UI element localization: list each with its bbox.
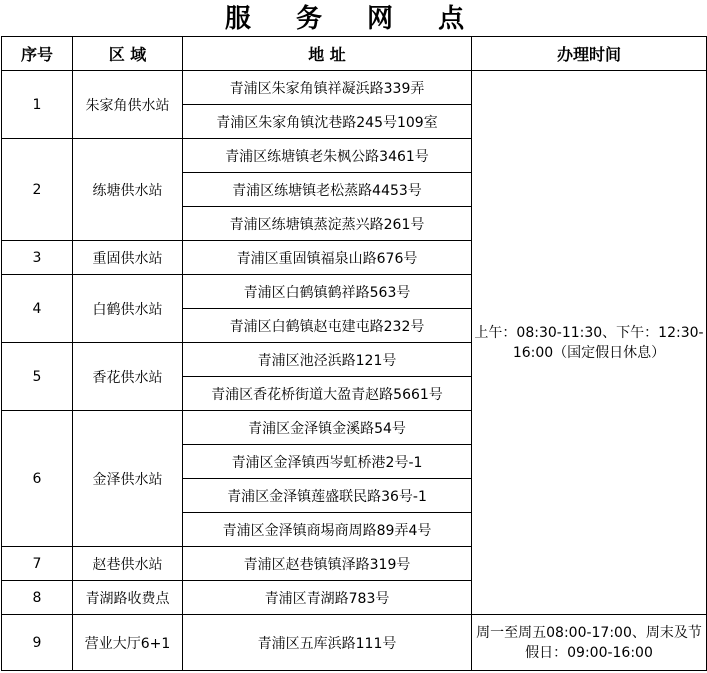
station-address: 青浦区练塘镇老松蒸路4453号	[183, 173, 472, 207]
table-row	[2, 615, 707, 671]
service-points-table	[1, 36, 707, 671]
header-row	[2, 37, 707, 71]
station-name: 练塘供水站	[73, 139, 183, 241]
station-address: 青浦区练塘镇蒸淀蒸兴路261号	[183, 207, 472, 241]
station-address: 青浦区香花桥街道大盈青赵路5661号	[183, 377, 472, 411]
station-address: 青浦区重固镇福泉山路676号	[183, 241, 472, 275]
station-seq: 6	[2, 411, 73, 547]
station-address: 青浦区青湖路783号	[183, 581, 472, 615]
station-address: 青浦区朱家角镇祥凝浜路339弄	[183, 71, 472, 105]
station-address: 青浦区五库浜路111号	[183, 615, 472, 671]
station-name: 金泽供水站	[73, 411, 183, 547]
station-seq: 3	[2, 241, 73, 275]
station-address: 青浦区朱家角镇沈巷路245号109室	[183, 105, 472, 139]
header-seq: 序号	[2, 37, 73, 71]
header-hours: 办理时间	[472, 37, 707, 71]
station-seq: 2	[2, 139, 73, 241]
business-hours: 上午：08:30-11:30、下午：12:30-16:00（国定假日休息）	[472, 71, 707, 615]
page-title: 服 务 网 点	[224, 4, 483, 34]
hall-business-hours: 周一至周五08:00-17:00、周末及节假日：09:00-16:00	[472, 615, 707, 671]
station-seq: 4	[2, 275, 73, 343]
station-address: 青浦区白鹤镇鹤祥路563号	[183, 275, 472, 309]
header-area: 区 域	[73, 37, 183, 71]
header-address: 地 址	[183, 37, 472, 71]
station-name: 赵巷供水站	[73, 547, 183, 581]
station-name: 青湖路收费点	[73, 581, 183, 615]
station-address: 青浦区金泽镇西岑虹桥港2号-1	[183, 445, 472, 479]
station-address: 青浦区金泽镇莲盛联民路36号-1	[183, 479, 472, 513]
station-name: 白鹤供水站	[73, 275, 183, 343]
table-body	[2, 71, 707, 671]
station-address: 青浦区练塘镇老朱枫公路3461号	[183, 139, 472, 173]
station-seq: 9	[2, 615, 73, 671]
station-seq: 7	[2, 547, 73, 581]
station-address: 青浦区金泽镇金溪路54号	[183, 411, 472, 445]
station-name: 香花供水站	[73, 343, 183, 411]
table-row	[2, 71, 707, 105]
station-name: 营业大厅6+1	[73, 615, 183, 671]
station-name: 朱家角供水站	[73, 71, 183, 139]
station-seq: 5	[2, 343, 73, 411]
station-address: 青浦区赵巷镇镇泽路319号	[183, 547, 472, 581]
station-seq: 8	[2, 581, 73, 615]
station-name: 重固供水站	[73, 241, 183, 275]
station-address: 青浦区白鹤镇赵屯建屯路232号	[183, 309, 472, 343]
station-address: 青浦区金泽镇商埸商周路89弄4号	[183, 513, 472, 547]
station-seq: 1	[2, 71, 73, 139]
station-address: 青浦区池泾浜路121号	[183, 343, 472, 377]
